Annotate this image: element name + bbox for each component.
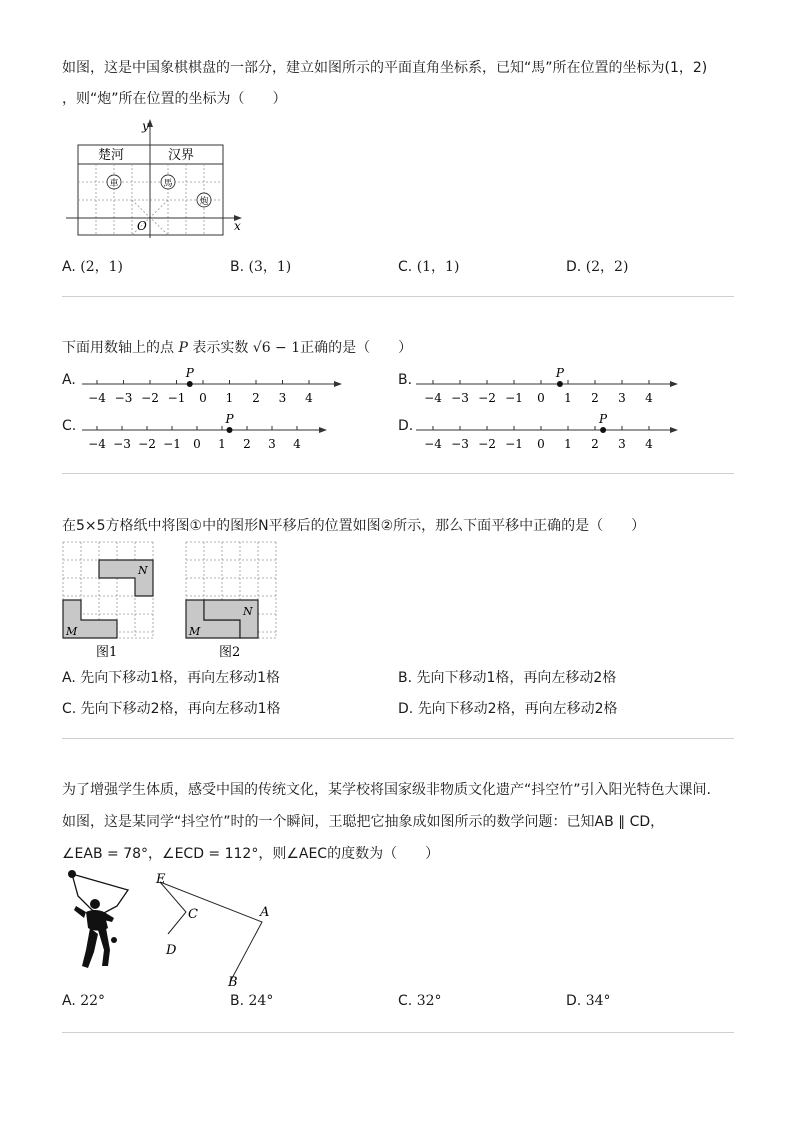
river-left-text: 楚河 bbox=[98, 148, 125, 163]
q4-text-line3: ∠EAB = 78°，∠ECD = 112°，则∠AEC的度数为（ ） bbox=[62, 846, 440, 862]
tick-label: 3 bbox=[618, 437, 626, 451]
option-letter: A. bbox=[62, 670, 76, 686]
option-letter: B. bbox=[230, 259, 245, 275]
option-text: 先向下移动2格，再向左移动1格 bbox=[80, 701, 281, 717]
tick-label: −1 bbox=[505, 391, 523, 405]
q4-option-d[interactable] bbox=[566, 993, 611, 1009]
option-letter: D. bbox=[398, 701, 414, 717]
option-letter: B. bbox=[398, 670, 413, 686]
origin-label: O bbox=[137, 219, 147, 233]
q4-text-line1: 为了增强学生体质，感受中国的传统文化，某学校将国家级非物质文化遗产“抖空竹”引入阳光特色大课间. bbox=[62, 782, 711, 798]
point-p-label: P bbox=[599, 412, 608, 426]
tick-label: 0 bbox=[537, 437, 545, 451]
q3-option-d[interactable] bbox=[398, 698, 618, 718]
point-p bbox=[227, 427, 233, 433]
option-text: (1，1) bbox=[416, 259, 460, 275]
option-text: 24° bbox=[248, 993, 274, 1009]
number-line-arrow bbox=[319, 427, 327, 433]
q4-text-line2: 如图，这是某同学“抖空竹”时的一个瞬间，王聪把它抽象成如图所示的数学问题：已知AB ∥ CD， bbox=[62, 814, 665, 830]
label-m: M bbox=[66, 625, 78, 638]
q1-option-b[interactable] bbox=[230, 256, 291, 276]
point-p bbox=[557, 381, 563, 387]
q2-option-b-letter[interactable]: B. bbox=[398, 372, 413, 388]
option-text: (3，1) bbox=[248, 259, 292, 275]
number-line-arrow bbox=[670, 427, 678, 433]
number-line-arrow bbox=[334, 381, 342, 387]
point-p bbox=[600, 427, 606, 433]
tick-label: −3 bbox=[451, 391, 469, 405]
option-letter: D. bbox=[566, 993, 582, 1009]
option-text: 32° bbox=[416, 993, 442, 1009]
tick-label: 1 bbox=[564, 391, 572, 405]
option-text: 先向下移动1格，再向左移动2格 bbox=[416, 670, 617, 686]
q2-text-before: 下面用数轴上的点 bbox=[62, 340, 174, 356]
label-c: C bbox=[188, 907, 198, 922]
option-letter: D. bbox=[566, 259, 582, 275]
label-n: N bbox=[243, 605, 253, 618]
q3-option-c[interactable] bbox=[62, 698, 281, 718]
tick-label: −3 bbox=[114, 391, 133, 405]
q3-text: 在5×5方格纸中将图①中的图形N平移后的位置如图②所示，那么下面平移中正确的是（ ） bbox=[62, 518, 646, 534]
tick-label: 1 bbox=[564, 437, 572, 451]
tick-label: 2 bbox=[591, 437, 599, 451]
q3-figure-1 bbox=[62, 540, 157, 662]
tick-label: 2 bbox=[243, 437, 251, 451]
option-letter: C. bbox=[398, 259, 413, 275]
tick-label: 2 bbox=[252, 391, 260, 405]
q1-text-line2: ，则“炮”所在位置的坐标为（ ） bbox=[62, 91, 287, 107]
q1-text-line1: 如图，这是中国象棋棋盘的一部分，建立如图所示的平面直角坐标系，已知“馬”所在位置的坐标为(1，2) bbox=[62, 60, 708, 76]
q4-geometry-figure bbox=[150, 866, 290, 990]
option-letter: C. bbox=[398, 993, 413, 1009]
tick-label: −2 bbox=[138, 437, 156, 451]
tick-label: −4 bbox=[424, 391, 442, 405]
tick-label: −1 bbox=[505, 437, 523, 451]
option-letter: B. bbox=[230, 993, 245, 1009]
option-text: 先向下移动2格，再向左移动2格 bbox=[417, 701, 618, 717]
q3-option-b[interactable] bbox=[398, 667, 616, 687]
line-e-a-b bbox=[160, 882, 262, 982]
tick-label: 3 bbox=[268, 437, 276, 451]
option-letter: C. bbox=[62, 701, 77, 717]
tick-label: 1 bbox=[218, 437, 226, 451]
piece-che-label: 車 bbox=[109, 179, 119, 189]
question-separator bbox=[62, 473, 734, 474]
tick-label: 4 bbox=[293, 437, 301, 451]
label-a: A bbox=[260, 905, 270, 920]
tick-label: −4 bbox=[88, 391, 106, 405]
label-m: M bbox=[189, 625, 201, 638]
tick-label: 0 bbox=[537, 391, 545, 405]
option-text: (2，1) bbox=[80, 259, 123, 275]
q1-option-c[interactable] bbox=[398, 256, 459, 276]
label-n: N bbox=[138, 564, 148, 577]
point-p-label: P bbox=[225, 412, 234, 426]
q2-option-a-letter[interactable]: A. bbox=[62, 372, 76, 388]
q2-text bbox=[62, 339, 412, 357]
tick-label: 4 bbox=[645, 391, 653, 405]
point-p bbox=[187, 381, 193, 387]
label-d: D bbox=[166, 943, 177, 958]
tick-label: −4 bbox=[88, 437, 106, 451]
q1-option-a[interactable] bbox=[62, 256, 123, 276]
option-text: 22° bbox=[80, 993, 106, 1009]
q2-text-after: 正确的是（ ） bbox=[300, 340, 413, 356]
q2-number-line-a[interactable] bbox=[82, 362, 342, 408]
tick-label: 3 bbox=[618, 391, 626, 405]
tick-label: 0 bbox=[193, 437, 201, 451]
q2-option-d-letter[interactable]: D. bbox=[398, 418, 414, 434]
tick-label: −1 bbox=[163, 437, 181, 451]
fig2-caption: 图2 bbox=[219, 645, 241, 660]
number-line-arrow bbox=[670, 381, 678, 387]
tick-label: −3 bbox=[451, 437, 469, 451]
x-axis-label: x bbox=[234, 219, 241, 233]
tick-label: 4 bbox=[305, 391, 313, 405]
q2-number-line-c[interactable] bbox=[82, 408, 327, 454]
tick-label: −2 bbox=[141, 391, 159, 405]
q2-point-label: P bbox=[178, 340, 188, 356]
option-text: (2，2) bbox=[585, 259, 629, 275]
tick-label: −1 bbox=[167, 391, 186, 405]
point-p-label: P bbox=[185, 366, 194, 380]
question-separator bbox=[62, 1032, 734, 1033]
q2-number-line-d[interactable] bbox=[416, 408, 678, 454]
y-axis-label: y bbox=[142, 119, 149, 133]
tick-label: 2 bbox=[591, 391, 599, 405]
tick-label: −2 bbox=[478, 437, 496, 451]
option-letter: A. bbox=[62, 993, 76, 1009]
question-separator bbox=[62, 296, 734, 297]
piece-ma-label: 馬 bbox=[163, 179, 173, 189]
tick-label: 3 bbox=[278, 391, 287, 405]
q1-chessboard-figure bbox=[62, 116, 252, 238]
q2-text-middle: 表示实数 bbox=[192, 340, 249, 356]
q2-option-c-letter[interactable]: C. bbox=[62, 418, 77, 434]
q2-expression: √6 − 1 bbox=[252, 340, 301, 356]
q1-option-d[interactable] bbox=[566, 256, 628, 276]
tick-label: −2 bbox=[478, 391, 496, 405]
line-e-c-d bbox=[160, 882, 186, 934]
question-separator bbox=[62, 738, 734, 739]
q3-figure-2 bbox=[185, 540, 280, 662]
q4-option-b[interactable] bbox=[230, 993, 273, 1009]
tick-label: −4 bbox=[424, 437, 442, 451]
option-text: 34° bbox=[585, 993, 611, 1009]
tick-label: 1 bbox=[225, 391, 234, 405]
q4-option-a[interactable] bbox=[62, 993, 105, 1009]
q2-number-line-b[interactable] bbox=[416, 362, 678, 408]
label-b: B bbox=[228, 975, 238, 990]
tick-label: 0 bbox=[199, 391, 207, 405]
river-right-text: 汉界 bbox=[168, 148, 195, 163]
option-text: 先向下移动1格，再向左移动1格 bbox=[80, 670, 281, 686]
tick-label: 4 bbox=[645, 437, 653, 451]
q3-option-a[interactable] bbox=[62, 667, 280, 687]
diabolo-player-silhouette bbox=[62, 866, 147, 971]
label-e: E bbox=[156, 872, 166, 887]
tick-label: −3 bbox=[113, 437, 131, 451]
option-letter: A. bbox=[62, 259, 76, 275]
point-p-label: P bbox=[555, 366, 564, 380]
piece-pao-label: 炮 bbox=[199, 197, 209, 207]
q4-option-c[interactable] bbox=[398, 993, 442, 1009]
fig1-caption: 图1 bbox=[96, 645, 118, 660]
